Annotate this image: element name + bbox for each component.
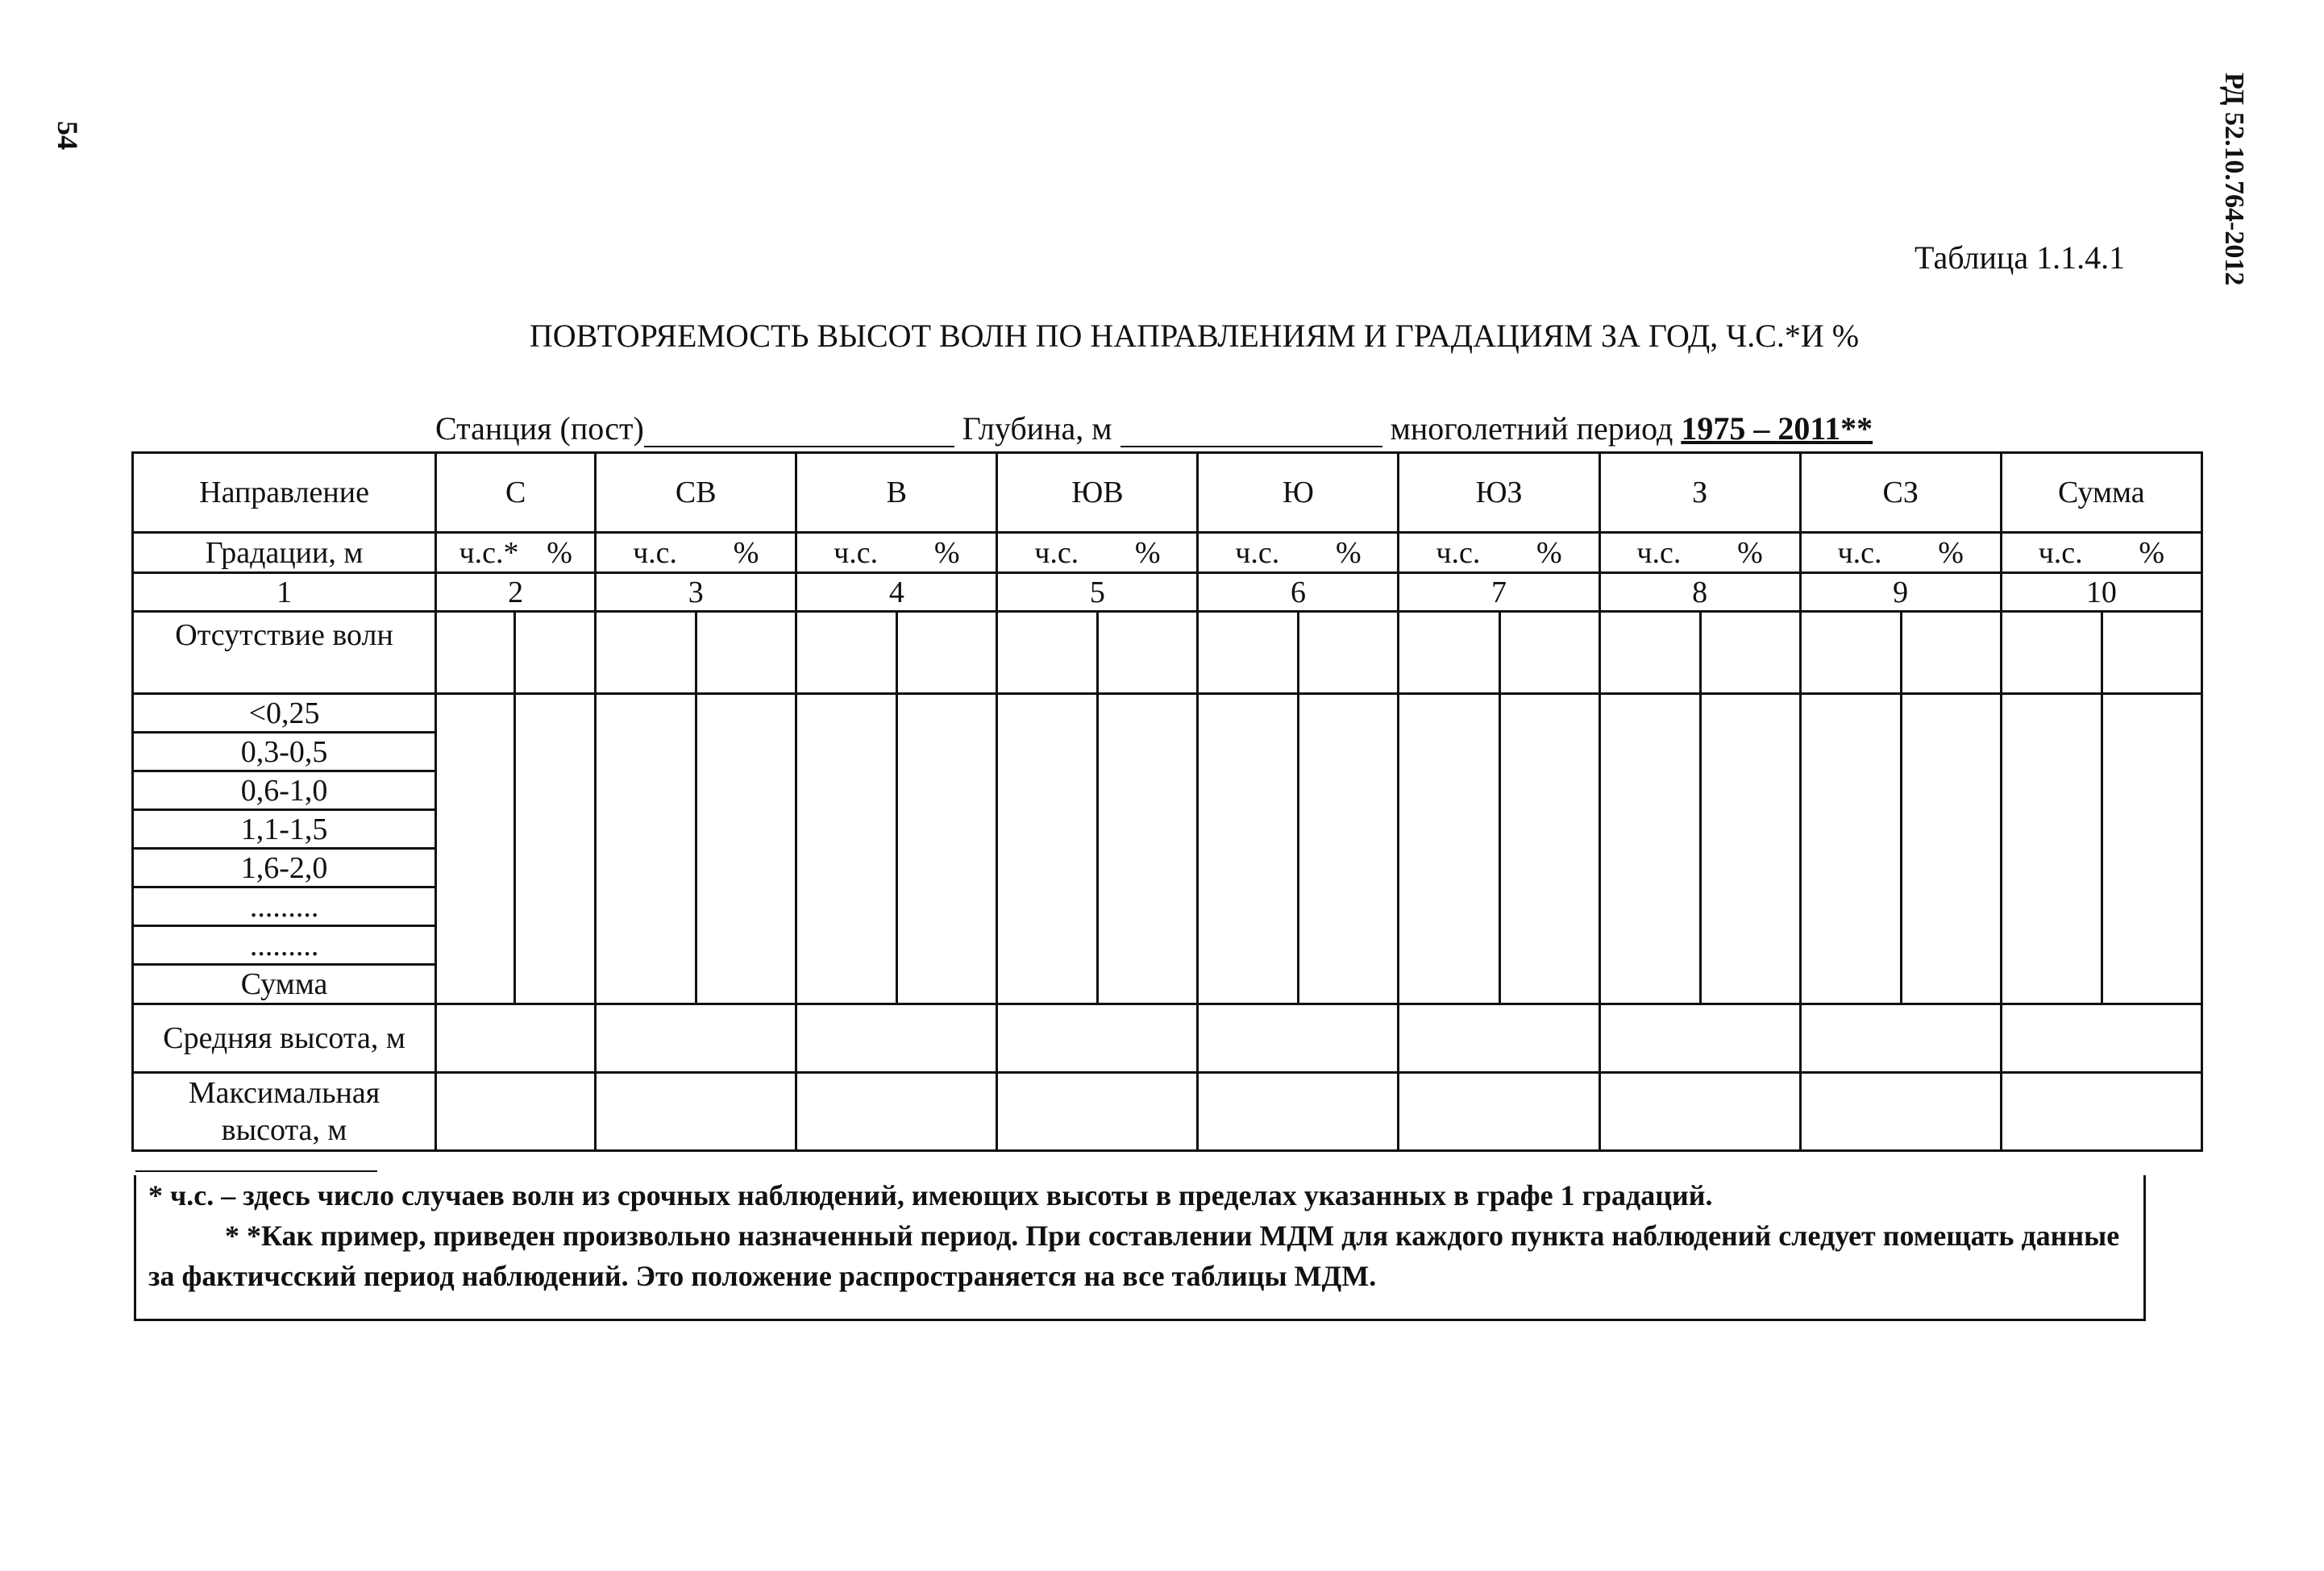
percent-label: % xyxy=(733,535,759,570)
data-column xyxy=(1399,694,1499,1004)
column-number: 9 xyxy=(1800,573,2001,612)
cell xyxy=(897,612,997,694)
subheader-cell xyxy=(997,533,1198,573)
cell xyxy=(1599,1073,1800,1151)
document-code: РД 52.10.764-2012 xyxy=(2219,73,2249,286)
direction-e: В xyxy=(796,453,997,533)
column-number: 7 xyxy=(1399,573,1599,612)
cell xyxy=(796,1073,997,1151)
no-waves-row xyxy=(133,612,2202,694)
station-label: Станция (пост) xyxy=(435,410,644,447)
cell xyxy=(596,1073,796,1151)
count-label: ч.с. xyxy=(2038,535,2083,570)
gradation-label: 0,3-0,5 xyxy=(133,733,436,771)
station-field xyxy=(435,409,1873,447)
table-label: Таблица 1.1.4.1 xyxy=(1914,239,2126,276)
count-label: ч.с. xyxy=(1837,535,1882,570)
subheader-cell xyxy=(1198,533,1399,573)
gradations-header-row xyxy=(133,533,2202,573)
cell xyxy=(1399,1073,1599,1151)
data-column xyxy=(515,694,596,1004)
cell xyxy=(1800,1004,2001,1073)
column-number-row xyxy=(133,573,2202,612)
percent-label: % xyxy=(2139,535,2165,570)
data-column xyxy=(1098,694,1198,1004)
cell xyxy=(1700,612,1800,694)
footnote-separator xyxy=(135,1170,377,1172)
percent-label: % xyxy=(1536,535,1562,570)
cell xyxy=(596,612,696,694)
subheader-cell xyxy=(1399,533,1599,573)
wave-frequency-table xyxy=(131,451,2203,1152)
gradation-label: 0,6-1,0 xyxy=(133,771,436,810)
direction-nw: СЗ xyxy=(1800,453,2001,533)
data-column xyxy=(2102,694,2201,1004)
cell xyxy=(2001,1004,2201,1073)
column-number: 1 xyxy=(133,573,436,612)
data-column xyxy=(796,694,897,1004)
cell xyxy=(2102,612,2201,694)
cell xyxy=(1599,612,1700,694)
direction-w: З xyxy=(1599,453,1800,533)
count-label: ч.с. xyxy=(633,535,678,570)
page-number: 54 xyxy=(52,121,84,150)
direction-sum: Сумма xyxy=(2001,453,2201,533)
cell xyxy=(1098,612,1198,694)
data-column xyxy=(1800,694,1901,1004)
cell xyxy=(997,612,1098,694)
cell xyxy=(1599,1004,1800,1073)
cell xyxy=(1198,1073,1399,1151)
count-label: ч.с. xyxy=(1034,535,1079,570)
cell xyxy=(2001,612,2102,694)
depth-blank xyxy=(1120,417,1382,447)
column-number: 5 xyxy=(997,573,1198,612)
column-number: 10 xyxy=(2001,573,2201,612)
count-label: ч.с. xyxy=(1636,535,1682,570)
footnote-2: * *Как пример, приведен произвольно назначенный период. При составлении МДМ для каждого пункта наблюдений следует помещать данные за фактичсский период наблюдений. Это положение распространяется на все таблицы МДМ. xyxy=(148,1220,2120,1292)
column-number: 3 xyxy=(596,573,796,612)
data-column xyxy=(1499,694,1599,1004)
count-label: ч.с.* xyxy=(459,535,519,570)
cell xyxy=(436,1073,596,1151)
data-column xyxy=(2001,694,2102,1004)
column-number: 4 xyxy=(796,573,997,612)
percent-label: % xyxy=(1737,535,1763,570)
cell xyxy=(436,612,515,694)
cell xyxy=(1399,612,1499,694)
subheader-cell xyxy=(796,533,997,573)
subheader-cell xyxy=(436,533,596,573)
data-column xyxy=(897,694,997,1004)
gradation-row xyxy=(133,694,2202,733)
data-column xyxy=(1700,694,1800,1004)
cell xyxy=(515,612,596,694)
cell xyxy=(1800,612,1901,694)
direction-ne: СВ xyxy=(596,453,796,533)
cell xyxy=(1198,1004,1399,1073)
depth-label: Глубина, м xyxy=(962,410,1112,447)
percent-label: % xyxy=(1134,535,1161,570)
average-height-row xyxy=(133,1004,2202,1073)
station-blank xyxy=(644,417,954,447)
count-label: ч.с. xyxy=(834,535,879,570)
gradation-label: ......... xyxy=(133,926,436,965)
direction-header-row xyxy=(133,453,2202,533)
count-label: ч.с. xyxy=(1436,535,1481,570)
subheader-cell xyxy=(1800,533,2001,573)
column-number: 2 xyxy=(436,573,596,612)
no-waves-label: Отсутствие волн xyxy=(133,612,436,694)
cell xyxy=(997,1004,1198,1073)
max-height-label-line1: Максимальная xyxy=(188,1076,380,1110)
period-label: многолетний период xyxy=(1390,410,1673,447)
cell xyxy=(796,1004,997,1073)
period-value: 1975 – 2011** xyxy=(1681,410,1873,447)
cell xyxy=(696,612,796,694)
gradation-label: ......... xyxy=(133,887,436,926)
subheader-cell xyxy=(596,533,796,573)
subheader-cell xyxy=(2001,533,2201,573)
direction-s: Ю xyxy=(1198,453,1399,533)
max-height-label-line2: высота, м xyxy=(221,1113,347,1147)
cell xyxy=(1299,612,1399,694)
count-label: ч.с. xyxy=(1235,535,1280,570)
max-height-row xyxy=(133,1073,2202,1151)
data-column xyxy=(1198,694,1299,1004)
cell xyxy=(997,1073,1198,1151)
gradations-header: Градации, м xyxy=(133,533,436,573)
data-column xyxy=(997,694,1098,1004)
direction-sw: ЮЗ xyxy=(1399,453,1599,533)
cell xyxy=(796,612,897,694)
percent-label: % xyxy=(1938,535,1964,570)
column-number: 8 xyxy=(1599,573,1800,612)
data-column xyxy=(1299,694,1399,1004)
cell xyxy=(596,1004,796,1073)
cell xyxy=(2001,1073,2201,1151)
data-column xyxy=(596,694,696,1004)
gradation-label: <0,25 xyxy=(133,694,436,733)
data-column xyxy=(436,694,515,1004)
data-column xyxy=(1901,694,2001,1004)
direction-n: С xyxy=(436,453,596,533)
cell xyxy=(1198,612,1299,694)
cell xyxy=(436,1004,596,1073)
max-height-label xyxy=(133,1073,436,1151)
data-column xyxy=(1599,694,1700,1004)
cell xyxy=(1901,612,2001,694)
cell xyxy=(1499,612,1599,694)
direction-header: Направление xyxy=(133,453,436,533)
gradation-label: 1,6-2,0 xyxy=(133,849,436,887)
gradation-label: 1,1-1,5 xyxy=(133,810,436,849)
cell xyxy=(1399,1004,1599,1073)
sum-label: Сумма xyxy=(133,965,436,1004)
percent-label: % xyxy=(933,535,960,570)
subheader-cell xyxy=(1599,533,1800,573)
data-column xyxy=(696,694,796,1004)
column-number: 6 xyxy=(1198,573,1399,612)
percent-label: % xyxy=(1335,535,1362,570)
footnote-1: * ч.с. – здесь число случаев волн из срочных наблюдений, имеющих высоты в пределах указанных в графе 1 градаций. xyxy=(148,1179,1713,1211)
table-title: ПОВТОРЯЕМОСТЬ ВЫСОТ ВОЛН ПО НАПРАВЛЕНИЯМ И ГРАДАЦИЯМ ЗА ГОД, Ч.С.*И % xyxy=(529,318,1860,354)
average-height-label: Средняя высота, м xyxy=(133,1004,436,1073)
direction-se: ЮВ xyxy=(997,453,1198,533)
cell xyxy=(1800,1073,2001,1151)
percent-label: % xyxy=(547,535,572,570)
